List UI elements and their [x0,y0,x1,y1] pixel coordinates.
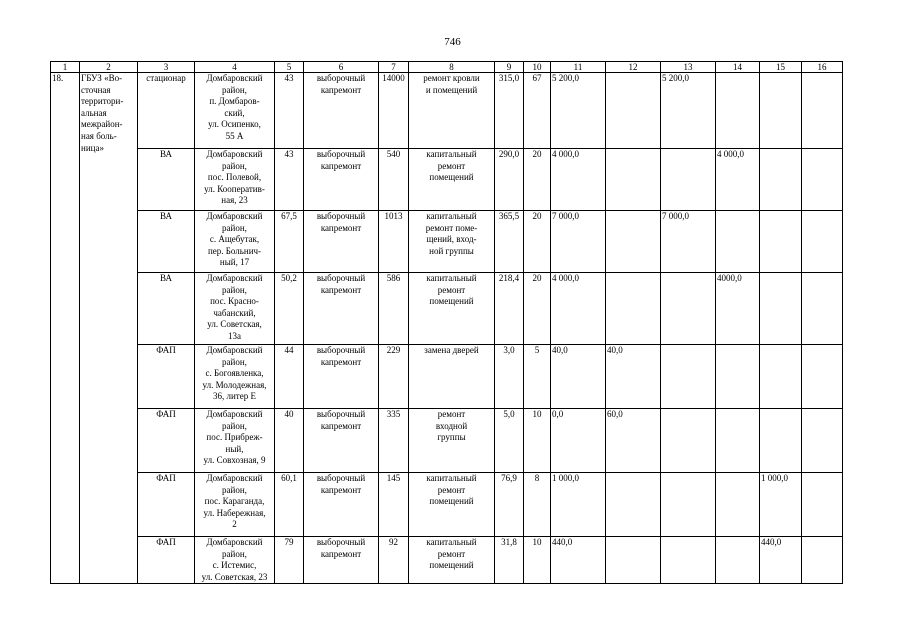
table-cell-c16 [802,149,843,211]
table-cell-c11: 7 000,0 [551,211,606,273]
table-cell-c13 [661,537,716,584]
table-row [51,345,843,409]
table-cell-type: ВА [138,211,195,273]
table-cell-c13 [661,149,716,211]
table-cell-c13: 7 000,0 [661,211,716,273]
table-cell-c14: 4 000,0 [716,149,760,211]
table-cell-area: 43 [275,73,304,149]
table-cell-address: Домбаровский район, с. Ащебутак, пер. Больнич- ный, 17 [195,211,275,273]
table-cell-address: Домбаровский район, пос. Красно- чабанский, ул. Советская, 13а [195,273,275,345]
table-cell-address: Домбаровский район, с. Богоявленка, ул. Молодежная, 36, литер Е [195,345,275,409]
table-cell-work-type: выборочный капремонт [304,149,379,211]
header-cell: 12 [606,62,661,73]
table-cell-work-type: выборочный капремонт [304,409,379,473]
table-cell-c9: 365,5 [495,211,524,273]
table-cell-c10: 67 [524,73,551,149]
table-cell-c14 [716,73,760,149]
table-cell-work-type: выборочный капремонт [304,211,379,273]
table-cell-c13 [661,345,716,409]
table-cell-work-type: выборочный капремонт [304,473,379,537]
table-row [51,149,843,211]
table-cell-c16 [802,273,843,345]
table-cell-c7: 145 [379,473,409,537]
table-cell-address: Домбаровский район, пос. Караганда, ул. Набережная, 2 [195,473,275,537]
table-cell-work: капитальный ремонт помещений [409,473,495,537]
header-cell: 16 [802,62,843,73]
table-cell-type: ФАП [138,537,195,584]
table-cell-c15: 1 000,0 [760,473,802,537]
table-cell-c10: 10 [524,409,551,473]
table-cell-work-type: выборочный капремонт [304,273,379,345]
table-cell-c9: 3,0 [495,345,524,409]
table-cell-c7: 540 [379,149,409,211]
header-cell: 1 [51,62,80,73]
table-cell-c14 [716,473,760,537]
table-cell-c10: 5 [524,345,551,409]
table-cell-type: ВА [138,273,195,345]
table-cell-c16 [802,73,843,149]
table-cell-work: ремонт входной группы [409,409,495,473]
table-cell-address: Домбаровский район, пос. Прибреж- ный, ул. Совхозная, 9 [195,409,275,473]
table-cell-c11: 40,0 [551,345,606,409]
data-table [50,61,843,584]
table-row [51,409,843,473]
table-cell-c7: 229 [379,345,409,409]
table-cell-area: 79 [275,537,304,584]
table-cell-c15 [760,409,802,473]
table-body [51,62,843,584]
header-cell: 8 [409,62,495,73]
header-cell: 3 [138,62,195,73]
table-cell-c12 [606,73,661,149]
table-cell-type: ФАП [138,409,195,473]
table-cell-c11: 1 000,0 [551,473,606,537]
header-cell: 5 [275,62,304,73]
table-cell-c11: 4 000,0 [551,273,606,345]
header-cell: 10 [524,62,551,73]
table-cell-work: замена дверей [409,345,495,409]
header-cell: 6 [304,62,379,73]
table-cell-c13 [661,273,716,345]
table-cell-work: ремонт кровли и помещений [409,73,495,149]
table-cell-work: капитальный ремонт поме- щений, вход- ной группы [409,211,495,273]
table-cell-type: стационар [138,73,195,149]
table-cell-c15 [760,345,802,409]
table-cell-c7: 1013 [379,211,409,273]
table-cell-c7: 14000 [379,73,409,149]
table-cell-c9: 315,0 [495,73,524,149]
table-cell-c14 [716,537,760,584]
table-cell-area: 60,1 [275,473,304,537]
organization-name: ГБУЗ «Во- сточная территори- альная межрайон- ная боль- ница» [80,73,138,584]
header-cell: 14 [716,62,760,73]
table-cell-c16 [802,409,843,473]
table-cell-work-type: выборочный капремонт [304,73,379,149]
table-row [51,73,843,149]
table-cell-work: капитальный ремонт помещений [409,273,495,345]
table-cell-c12 [606,211,661,273]
table-cell-c15 [760,211,802,273]
table-cell-c13 [661,473,716,537]
table-row [51,273,843,345]
table-row [51,211,843,273]
table-cell-c16 [802,473,843,537]
table-cell-area: 50,2 [275,273,304,345]
table-cell-c11: 440,0 [551,537,606,584]
table-cell-c10: 10 [524,537,551,584]
table-row [51,473,843,537]
table-cell-area: 43 [275,149,304,211]
table-cell-c12 [606,273,661,345]
table-cell-c15: 440,0 [760,537,802,584]
table-cell-area: 67,5 [275,211,304,273]
table-cell-c7: 335 [379,409,409,473]
table-cell-c16 [802,211,843,273]
table-cell-c9: 290,0 [495,149,524,211]
table-cell-address: Домбаровский район, с. Истемис, ул. Советская, 23 [195,537,275,584]
table-cell-c12 [606,149,661,211]
header-cell: 4 [195,62,275,73]
table-cell-c16 [802,345,843,409]
header-row [51,62,843,73]
header-cell: 13 [661,62,716,73]
table-cell-c10: 20 [524,273,551,345]
table-cell-address: Домбаровский район, пос. Полевой, ул. Кооператив- ная, 23 [195,149,275,211]
header-cell: 9 [495,62,524,73]
table-cell-address: Домбаровский район, п. Домбаров- ский, ул. Осипенко, 55 А [195,73,275,149]
table-cell-c15 [760,273,802,345]
header-cell: 11 [551,62,606,73]
table-cell-area: 40 [275,409,304,473]
table-cell-type: ФАП [138,473,195,537]
page-number: 746 [444,36,461,48]
table-cell-c13 [661,409,716,473]
table-cell-c7: 586 [379,273,409,345]
table-cell-c10: 20 [524,149,551,211]
table-cell-c10: 20 [524,211,551,273]
table-row [51,537,843,584]
table-cell-c12: 40,0 [606,345,661,409]
table-cell-c14 [716,409,760,473]
table-cell-c12 [606,537,661,584]
table-cell-area: 44 [275,345,304,409]
table-cell-c12 [606,473,661,537]
table-cell-c13: 5 200,0 [661,73,716,149]
table-cell-c16 [802,537,843,584]
table-cell-c14: 4000,0 [716,273,760,345]
table-cell-c12: 60,0 [606,409,661,473]
table-cell-c9: 31,8 [495,537,524,584]
table-cell-c9: 76,9 [495,473,524,537]
table-cell-type: ФАП [138,345,195,409]
table-cell-type: ВА [138,149,195,211]
table-cell-c9: 218,4 [495,273,524,345]
table-cell-c14 [716,345,760,409]
table-cell-c9: 5,0 [495,409,524,473]
header-cell: 7 [379,62,409,73]
table-cell-c15 [760,73,802,149]
table-cell-work-type: выборочный капремонт [304,345,379,409]
table-cell-c7: 92 [379,537,409,584]
table-cell-work: капитальный ремонт помещений [409,537,495,584]
table-cell-work: капитальный ремонт помещений [409,149,495,211]
header-cell: 15 [760,62,802,73]
table-cell-c10: 8 [524,473,551,537]
table-cell-c11: 0,0 [551,409,606,473]
table-cell-c11: 4 000,0 [551,149,606,211]
table-cell-work-type: выборочный капремонт [304,537,379,584]
table-cell-c14 [716,211,760,273]
row-number: 18. [51,73,80,584]
header-cell: 2 [80,62,138,73]
table-cell-c11: 5 200,0 [551,73,606,149]
table-cell-c15 [760,149,802,211]
